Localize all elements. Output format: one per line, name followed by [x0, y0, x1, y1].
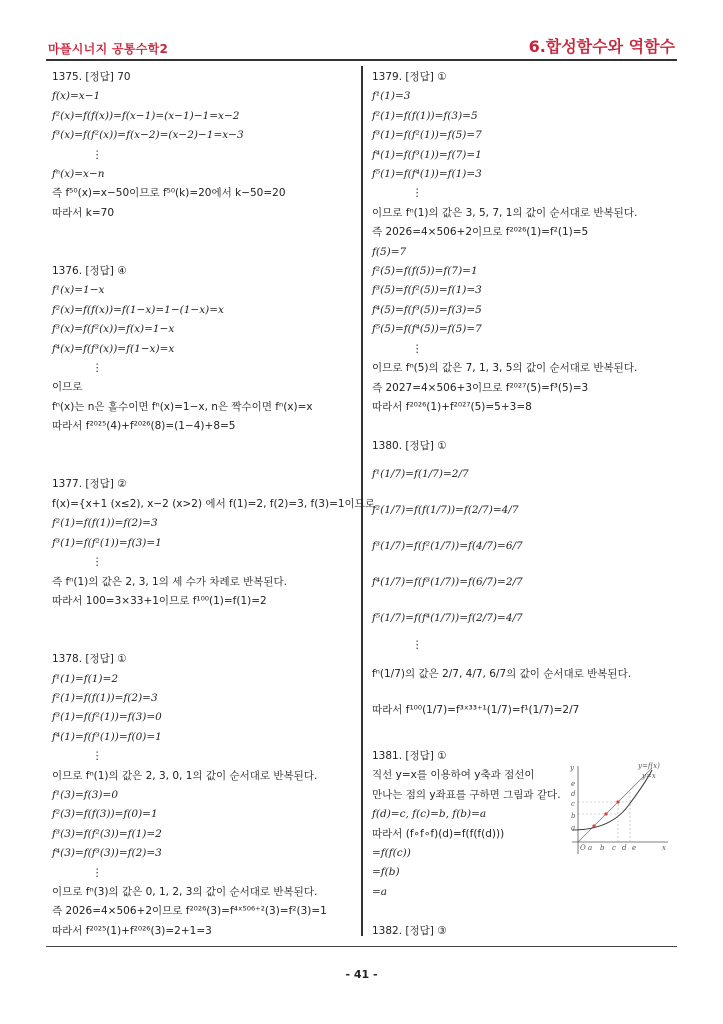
- spacer: [372, 728, 672, 747]
- solution-line: 직선 y=x를 이용하여 y축과 점선이: [372, 769, 535, 782]
- solution-line: f³(1)=f(f²(1))=f(3)=1: [52, 536, 162, 549]
- spacer: [52, 456, 352, 475]
- solution-line: ⋮: [92, 866, 103, 879]
- solution-line: f(x)={x+1 (x≤2), x−2 (x>2) 에서 f(1)=2, f(2)=3, f(3)=1이므로: [52, 497, 375, 510]
- solution-line: f¹(1)=3: [372, 90, 411, 103]
- solution-line: f²(5)=f(f(5))=f(7)=1: [372, 265, 478, 278]
- x-tick-label: b: [600, 844, 605, 852]
- solution-line: f³(1/7)=f(f²(1/7))=f(4/7)=6/7: [372, 540, 523, 553]
- solution-line: 즉 2026=4×506+2이므로 f²⁰²⁶(1)=f²(1)=5: [372, 226, 589, 239]
- problem-title: 1375. [정답] 70: [52, 71, 131, 83]
- solution-line: f²(3)=f(f(3))=f(0)=1: [52, 808, 158, 821]
- solution-line: f¹(1)=f(1)=2: [52, 672, 119, 685]
- solution-line: 따라서 k=70: [52, 206, 115, 219]
- problem-title: 1379. [정답] ①: [372, 71, 447, 83]
- solution-line: ⋮: [92, 148, 103, 161]
- y-tick-label: b: [571, 812, 576, 820]
- solution-line: f⁴(5)=f(f³(5))=f(3)=5: [372, 303, 482, 316]
- y-tick-label: d: [571, 790, 576, 798]
- solution-line: f³(5)=f(f²(5))=f(1)=3: [372, 284, 482, 297]
- solution-line: f³(1)=f(f²(1))=f(5)=7: [372, 129, 482, 142]
- y-tick-labels: [571, 780, 576, 832]
- solution-line: 이므로 fⁿ(1)의 값은 3, 5, 7, 1의 값이 순서대로 반복된다.: [372, 206, 638, 219]
- solution-line: 이므로 fⁿ(3)의 값은 0, 1, 2, 3의 값이 순서대로 반복된다.: [52, 885, 318, 898]
- solution-line: 즉 fⁿ(1)의 값은 2, 3, 1의 세 수가 차례로 반복된다.: [52, 575, 287, 588]
- book-title: 마플시너지 공통수학2: [48, 42, 169, 56]
- solution-line: f²(x)=f(f(x))=f(x−1)=(x−1)−1=x−2: [52, 109, 240, 122]
- curve-y-eq-fx: [572, 770, 652, 830]
- solution-line: 따라서 100=3×33+1이므로 f¹⁰⁰(1)=f(1)=2: [52, 594, 267, 607]
- y-tick-label: e: [571, 780, 576, 788]
- problem-title: 1381. [정답] ①: [372, 749, 447, 762]
- point-marker: [604, 812, 607, 815]
- problem-title: 1380. [정답] ①: [372, 439, 447, 452]
- solution-line: f⁴(x)=f(f³(x))=f(1−x)=x: [52, 342, 175, 355]
- solution-line: f⁴(1)=f(f³(1))=f(0)=1: [52, 730, 162, 743]
- problem-title: 1377. [정답] ②: [52, 478, 127, 491]
- spacer: [372, 902, 672, 921]
- footer-rule: [46, 946, 677, 947]
- solution-line: 이므로 fⁿ(5)의 값은 7, 1, 3, 5의 값이 순서대로 반복된다.: [372, 362, 638, 375]
- solution-line: f⁴(3)=f(f³(3))=f(2)=3: [52, 847, 162, 860]
- solution-line: f²(1)=f(f(1))=f(3)=5: [372, 109, 478, 122]
- point-marker: [616, 800, 619, 803]
- solution-line: 따라서 (f∘f∘f)(d)=f(f(f(d))): [372, 827, 505, 840]
- spacer: [372, 417, 672, 436]
- solution-line: 이므로: [52, 381, 83, 394]
- solution-line: ⋮: [412, 342, 423, 355]
- problem-title: 1378. [정답] ①: [52, 653, 127, 666]
- solution-line: f²(x)=f(f(x))=f(1−x)=1−(1−x)=x: [52, 303, 224, 316]
- header-rule: [46, 59, 677, 61]
- y-tick-label: a: [571, 824, 576, 832]
- solution-line: ⋮: [92, 362, 103, 375]
- spacer: [52, 631, 352, 650]
- solution-line: 이므로 fⁿ(1)의 값은 2, 3, 0, 1의 값이 순서대로 반복된다.: [52, 769, 318, 782]
- solution-line: f⁵(1/7)=f(f⁴(1/7))=f(2/7)=4/7: [372, 612, 523, 625]
- solution-line: f(d)=c, f(c)=b, f(b)=a: [372, 808, 487, 821]
- solution-line: fⁿ(x)=x−n: [52, 168, 105, 181]
- solution-line: ⋮: [92, 556, 103, 569]
- solution-line: 따라서 f²⁰²⁶(1)+f²⁰²⁷(5)=5+3=8: [372, 400, 532, 413]
- solution-line: =f(b): [372, 866, 400, 879]
- solution-line: f⁵(1)=f(f⁴(1))=f(1)=3: [372, 168, 482, 181]
- solution-line: 만나는 점의 y좌표를 구하면 그림과 같다.: [372, 788, 561, 801]
- graph-figure: [560, 760, 670, 856]
- solution-line: f(5)=7: [372, 245, 407, 258]
- solution-line: f⁴(1/7)=f(f³(1/7))=f(6/7)=2/7: [372, 576, 523, 589]
- line-label: y=x: [642, 772, 656, 780]
- x-tick-labels: [588, 844, 636, 852]
- y-axis-label: y: [570, 764, 574, 772]
- spacer: [52, 223, 352, 242]
- x-tick-label: a: [588, 844, 593, 852]
- solution-line: ⋮: [92, 750, 103, 763]
- line-y-eq-x: [578, 768, 652, 842]
- solution-line: f³(1)=f(f²(1))=f(3)=0: [52, 711, 162, 724]
- solution-line: f³(3)=f(f²(3))=f(1)=2: [52, 827, 162, 840]
- solution-line: f(x)=x−1: [52, 90, 101, 103]
- x-tick-label: e: [632, 844, 637, 852]
- solution-line: f²(1)=f(f(1))=f(2)=3: [52, 517, 158, 530]
- x-axis-label: x: [662, 844, 666, 852]
- chapter-title: 6.합성함수와 역함수: [528, 37, 675, 56]
- solution-line: fⁿ(x)는 n은 홀수이면 fⁿ(x)=1−x, n은 짝수이면 fⁿ(x)=x: [52, 400, 313, 413]
- solution-line: f¹(1/7)=f(1/7)=2/7: [372, 468, 469, 481]
- solution-line: ⋮: [412, 639, 423, 652]
- solution-line: fⁿ(1/7)의 값은 2/7, 4/7, 6/7의 값이 순서대로 반복된다.: [372, 667, 632, 680]
- solution-line: =f(f(c)): [372, 846, 411, 859]
- spacer: [52, 437, 352, 456]
- solution-line: f²(1)=f(f(1))=f(2)=3: [52, 691, 158, 704]
- solution-line: f⁴(1)=f(f³(1))=f(7)=1: [372, 148, 482, 161]
- y-tick-label: c: [571, 800, 575, 808]
- solution-line: f²(1/7)=f(f(1/7))=f(2/7)=4/7: [372, 504, 519, 517]
- problem-title: 1376. [정답] ④: [52, 265, 127, 278]
- solution-line: f⁵(5)=f(f⁴(5))=f(5)=7: [372, 323, 482, 336]
- solution-line: f¹(3)=f(3)=0: [52, 788, 119, 801]
- solution-line: 따라서 f²⁰²⁵(4)+f²⁰²⁶(8)=(1−4)+8=5: [52, 420, 236, 433]
- point-marker: [592, 824, 595, 827]
- solution-line: ⋮: [412, 187, 423, 200]
- left-column: [52, 68, 375, 941]
- solution-line: 즉 f⁵⁰(x)=x−50이므로 f⁵⁰(k)=20에서 k−50=20: [52, 187, 286, 200]
- solution-line: 따라서 f²⁰²⁵(1)+f²⁰²⁶(3)=2+1=3: [52, 924, 212, 937]
- solution-line: 따라서 f¹⁰⁰(1/7)=f³ˣ³³⁺¹(1/7)=f¹(1/7)=2/7: [372, 703, 580, 716]
- solution-line: 즉 2027=4×506+3이므로 f²⁰²⁷(5)=f³(5)=3: [372, 381, 589, 394]
- solution-line: f¹(x)=1−x: [52, 284, 105, 297]
- origin-label: O: [580, 844, 586, 852]
- solution-line: =a: [372, 885, 388, 898]
- x-tick-label: c: [612, 844, 616, 852]
- spacer: [52, 243, 352, 262]
- page-number: - 41 -: [345, 968, 378, 981]
- x-tick-label: d: [622, 844, 627, 852]
- problem-title: 1382. [정답] ③: [372, 924, 447, 937]
- solution-line: f³(x)=f(f²(x))=f(x)=1−x: [52, 323, 175, 336]
- solution-line: f³(x)=f(f²(x))=f(x−2)=(x−2)−1=x−3: [52, 129, 244, 142]
- solution-line: 즉 2026=4×506+2이므로 f²⁰²⁶(3)=f⁴ˣ⁵⁰⁶⁺²(3)=f²(3)=1: [52, 905, 327, 918]
- curve-label: y=f(x): [638, 762, 660, 770]
- spacer: [52, 611, 352, 630]
